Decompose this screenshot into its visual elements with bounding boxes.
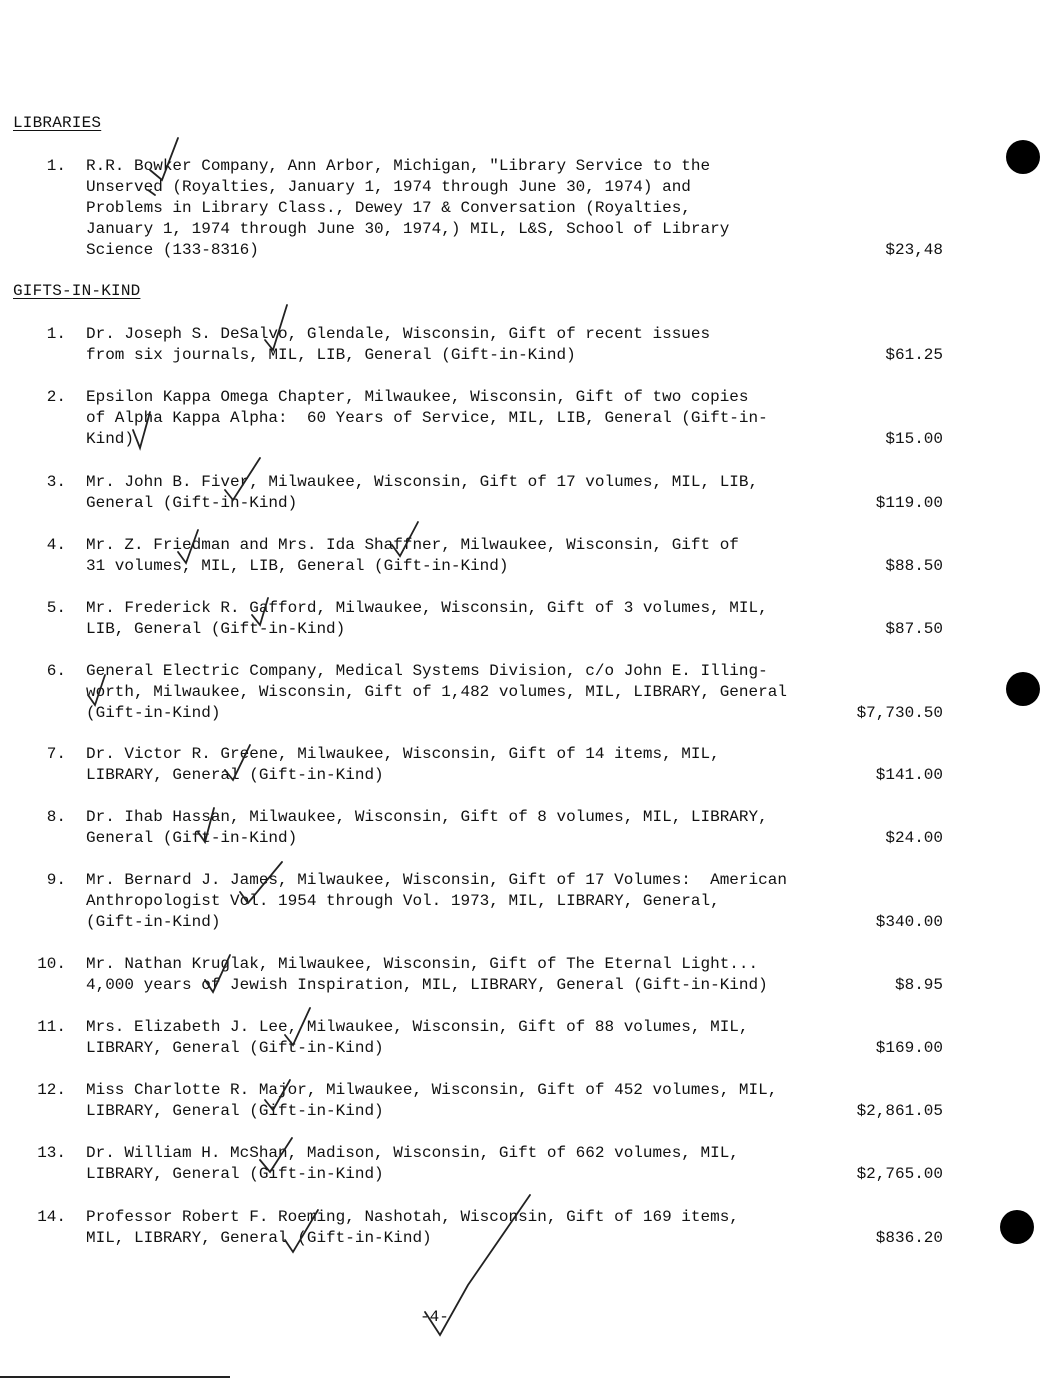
entry-amount: $8.95 [894,976,943,994]
entry-amount: $141.00 [875,766,943,784]
entry-number: 7. [46,745,66,763]
entry-description: Dr. Ihab Hassan, Milwaukee, Wisconsin, Gift of 8 volumes, MIL, LIBRARY, General (Gift-in-Kind) [86,808,768,847]
entry-description: Dr. William H. McShan, Madison, Wisconsin, Gift of 662 volumes, MIL, LIBRARY, General (Gift-in-Kind) [86,1144,739,1183]
entry-amount: $61.25 [885,346,943,364]
entry-amount: $119.00 [875,494,943,512]
entry-number: 12. [37,1081,66,1099]
entry-description: Mr. Frederick R. Gafford, Milwaukee, Wisconsin, Gift of 3 volumes, MIL, LIB, General (Gift-in-Kind) [86,599,768,638]
page-number: -4- [420,1308,449,1326]
check-mark-icon [198,808,214,842]
entry-amount: $24.00 [885,829,943,847]
check-mark-icon [88,675,105,705]
check-mark-icon [225,745,250,780]
entry-amount: $23,48 [885,241,943,259]
entry-number: 3. [46,473,66,491]
check-mark-icon [260,1138,292,1172]
entry-description: Mr. Nathan Kruglak, Milwaukee, Wisconsin, Gift of The Eternal Light... 4,000 years of Jewish Inspiration, MIL, LIBRARY, General (Gift-in-Kind) [86,955,768,994]
entry-amount: $169.00 [875,1039,943,1057]
check-mark-icon [285,1210,318,1252]
check-mark-icon [150,138,178,180]
entry-amount: $2,861.05 [856,1102,943,1120]
entry-number: 10. [37,955,66,973]
entry-number: 1. [46,325,66,343]
entry-amount: $87.50 [885,620,943,638]
entry-description: Mrs. Elizabeth J. Lee, Milwaukee, Wisconsin, Gift of 88 volumes, MIL, LIBRARY, General (Gift-in-Kind) [86,1018,749,1057]
entry-description: Miss Charlotte R. Major, Milwaukee, Wisconsin, Gift of 452 volumes, MIL, LIBRARY, General (Gift-in-Kind) [86,1081,778,1120]
entry-amount: $88.50 [885,557,943,575]
entry-number: 9. [46,871,66,889]
entry-number: 6. [46,662,66,680]
gifts-in-kind-heading: GIFTS-IN-KIND [13,282,141,300]
entry-number: 11. [37,1018,66,1036]
entry-description: Dr. Joseph S. DeSalvo, Glendale, Wisconsin, Gift of recent issues from six journals, MIL, LIB, General (Gift-in-Kind) [86,325,711,364]
entry-amount: $2,765.00 [856,1165,943,1183]
entry-amount: $340.00 [875,913,943,931]
libraries-heading: LIBRARIES [13,114,102,132]
bottom-divider [0,1376,230,1378]
entry-amount: $7,730.50 [856,704,943,722]
entry-description: Mr. John B. Fiver, Milwaukee, Wisconsin, Gift of 17 volumes, MIL, LIB, General (Gift-in-Kind) [86,473,759,512]
entry-description: Epsilon Kappa Omega Chapter, Milwaukee, Wisconsin, Gift of two copies of Alpha Kappa Alpha: 60 Years of Service, MIL, LIB, General (Gift-in- Kind) [86,388,768,448]
entry-description: R.R. Bowker Company, Ann Arbor, Michigan, "Library Service to the Unserved (Royalties, January 1, 1974 through June 30, 1974) and Problems in Library Class., Dewey 17 & Conversation (Royalties, January 1, 1974 through June 30, 1974,) MIL, L&S, School of Library Science (133-8316) [86,157,730,259]
entry-description: General Electric Company, Medical Systems Division, c/o John E. Illing- worth, Milwaukee, Wisconsin, Gift of 1,482 volumes, MIL, LIBRARY, General (Gift-in-Kind) [86,662,787,722]
entry-description: Professor Robert F. Roeming, Nashotah, Wisconsin, Gift of 169 items, MIL, LIBRARY, General (Gift-in-Kind) [86,1208,739,1247]
check-mark-icon [178,530,198,563]
entry-amount: $836.20 [875,1229,943,1247]
entry-number: 8. [46,808,66,826]
check-mark-icon [205,955,230,992]
entry-number: 14. [37,1208,66,1226]
check-mark-icon [133,412,150,448]
check-mark-icon [265,1080,290,1110]
check-mark-icon [252,598,268,625]
entry-number: 5. [46,599,66,617]
entry-number: 2. [46,388,66,406]
check-mark-icon [392,522,418,556]
entry-description: Mr. Z. Friedman and Mrs. Ida Shaffner, Milwaukee, Wisconsin, Gift of 31 volumes, MIL, LIB, General (Gift-in-Kind) [86,536,739,575]
entry-number: 13. [37,1144,66,1162]
check-mark-icon [240,862,282,903]
check-mark-icon [425,1195,530,1335]
entry-number: 1. [46,157,66,175]
check-mark-icon [285,1008,310,1045]
check-mark-icon [265,305,287,350]
entry-description: Dr. Victor R. Greene, Milwaukee, Wisconsin, Gift of 14 items, MIL, LIBRARY, General (Gift-in-Kind) [86,745,720,784]
entry-number: 4. [46,536,66,554]
entry-description: Mr. Bernard J. James, Milwaukee, Wisconsin, Gift of 17 Volumes: American Anthropologist Vol. 1954 through Vol. 1973, MIL, LIBRARY, General, (Gift-in-Kind) [86,871,787,931]
entry-amount: $15.00 [885,430,943,448]
check-mark-icon [225,458,260,500]
